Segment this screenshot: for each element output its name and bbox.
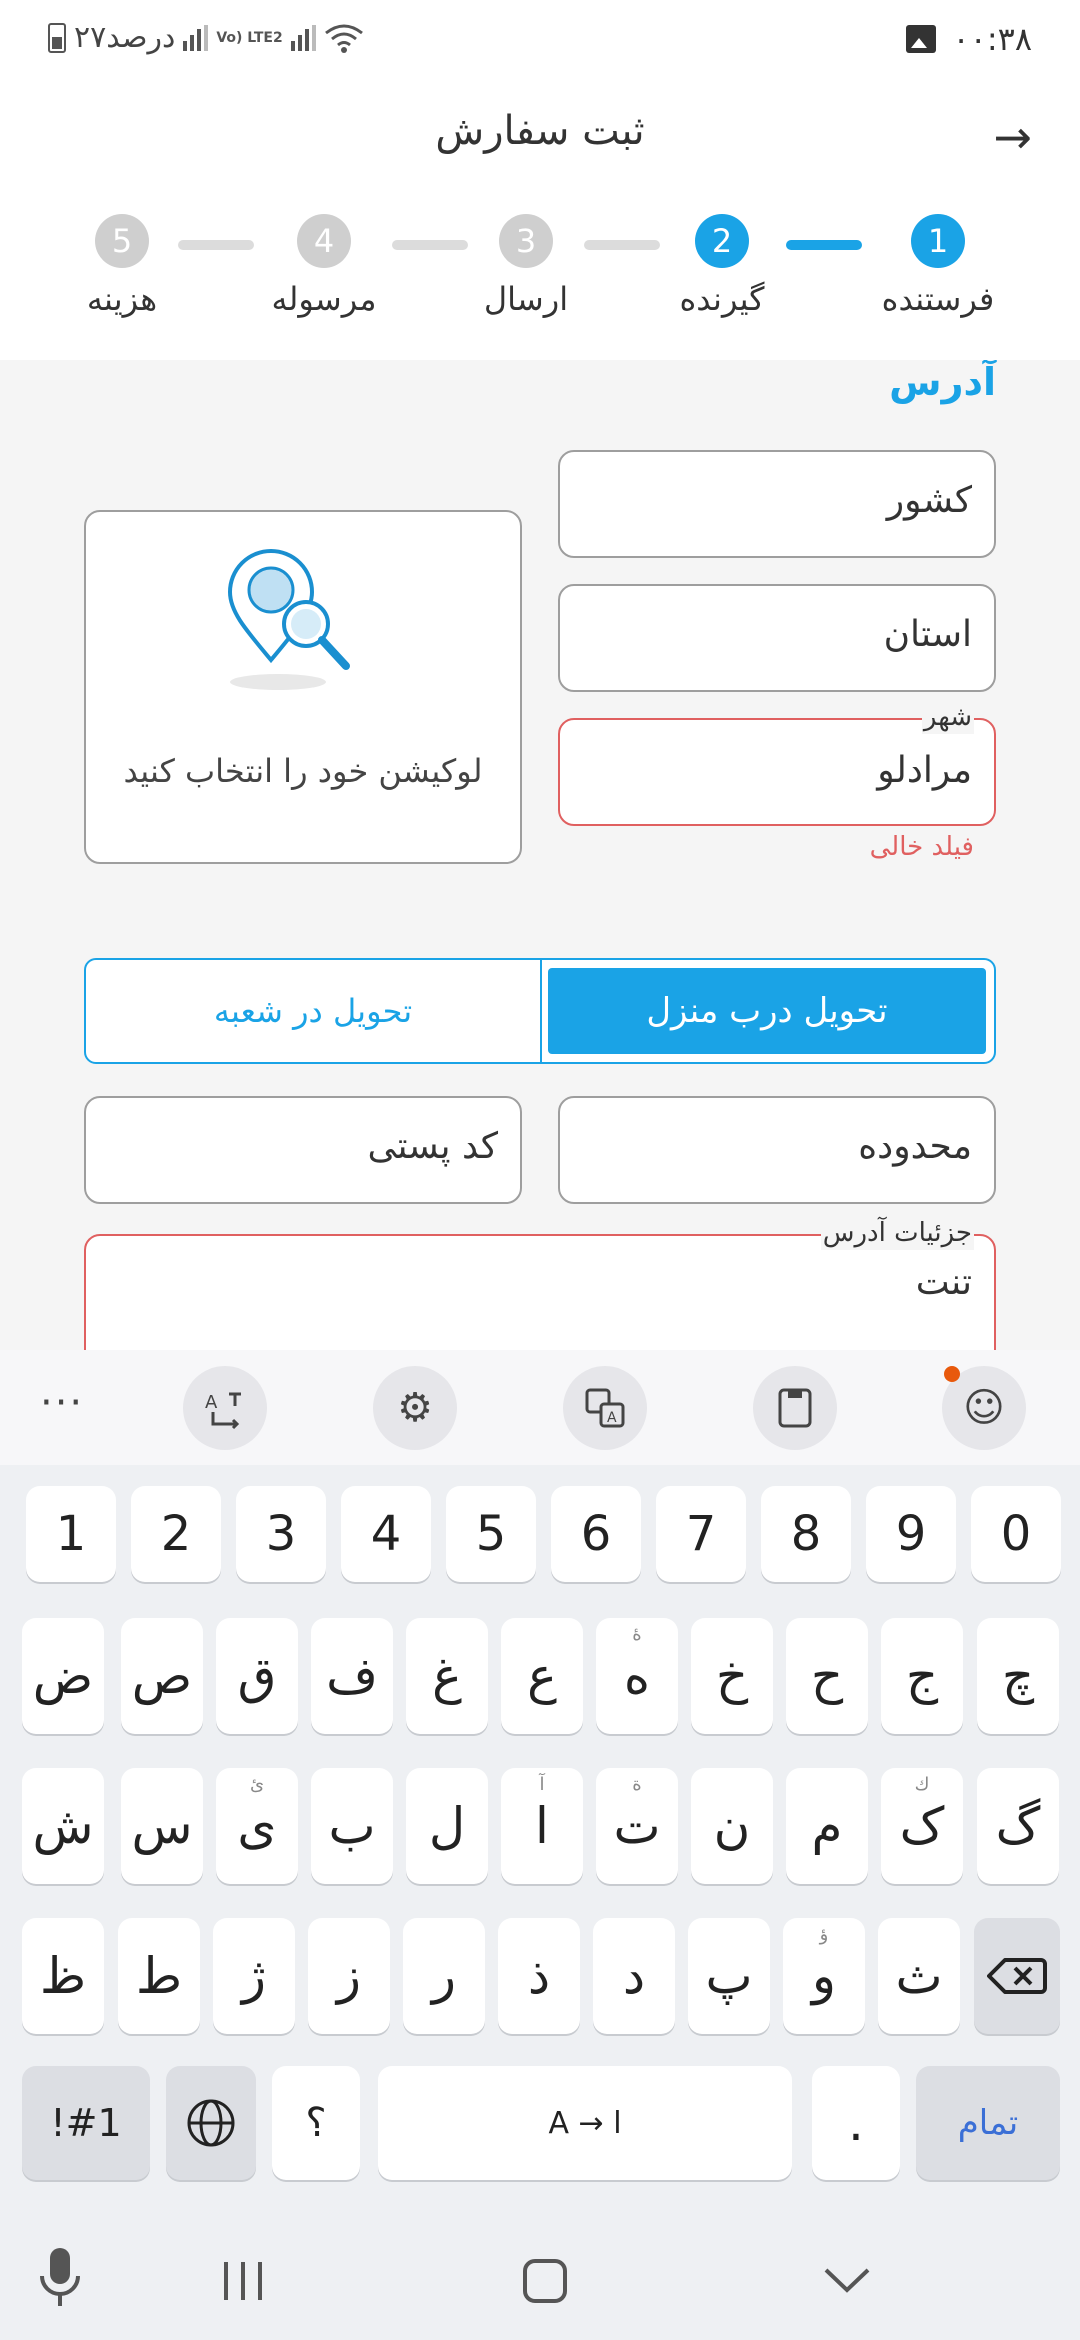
key-char: ث <box>895 1947 943 2005</box>
key-hint: آ <box>539 1774 545 1795</box>
location-prompt: لوکیشن خود را انتخاب کنید <box>123 752 483 790</box>
key-7[interactable]: 7 <box>656 1486 746 1582</box>
backspace-icon <box>987 1956 1047 1996</box>
key-letter[interactable] <box>786 1768 868 1884</box>
period-key[interactable]: . <box>812 2066 900 2180</box>
key-letter[interactable] <box>311 1618 393 1734</box>
key-char: د <box>622 1947 646 2005</box>
step-connector-1 <box>786 240 862 250</box>
key-5[interactable]: 5 <box>446 1486 536 1582</box>
emoji-icon[interactable]: ☺ <box>942 1366 1026 1450</box>
key-letter[interactable] <box>783 1918 865 2034</box>
key-letter[interactable] <box>501 1768 583 1884</box>
recent-apps-icon[interactable] <box>220 2260 266 2302</box>
key-letter[interactable] <box>691 1618 773 1734</box>
status-bar <box>0 0 1080 80</box>
key-char: ش <box>32 1797 94 1855</box>
key-char: س <box>131 1797 193 1855</box>
key-1[interactable]: 1 <box>26 1486 116 1582</box>
key-char: ا <box>535 1797 549 1855</box>
globe-icon <box>185 2097 237 2149</box>
key-letter[interactable] <box>688 1918 770 2034</box>
step-label: مرسوله <box>271 280 377 318</box>
keyboard-toolbar <box>0 1350 1080 1465</box>
country-field[interactable] <box>558 450 996 558</box>
signal-icon <box>183 25 208 51</box>
step-sender[interactable] <box>878 214 998 318</box>
text-conversion-icon[interactable] <box>183 1366 267 1450</box>
wifi-icon <box>324 23 364 53</box>
backspace-key[interactable] <box>974 1918 1060 2034</box>
key-letter[interactable] <box>213 1918 295 2034</box>
status-left <box>48 20 364 55</box>
key-letter[interactable] <box>216 1618 298 1734</box>
key-letter[interactable] <box>881 1768 963 1884</box>
key-letter[interactable] <box>878 1918 960 2034</box>
key-letter[interactable] <box>596 1618 678 1734</box>
key-letter[interactable] <box>977 1618 1059 1734</box>
key-hint: ك <box>914 1774 930 1795</box>
key-char: ی <box>237 1797 277 1855</box>
key-letter[interactable] <box>22 1768 104 1884</box>
delivery-type-toggle <box>84 958 996 1064</box>
step-number: 2 <box>695 214 749 268</box>
step-label: ارسال <box>483 280 569 318</box>
page-title: ثبت سفارش <box>435 108 645 154</box>
key-char: ه <box>623 1647 651 1705</box>
key-char: ن <box>713 1797 751 1855</box>
key-hint: ئ <box>249 1774 265 1795</box>
province-field[interactable] <box>558 584 996 692</box>
svg-text:A: A <box>607 1410 617 1426</box>
key-char: پ <box>705 1947 753 2005</box>
key-letter[interactable] <box>881 1618 963 1734</box>
step-number: 3 <box>499 214 553 268</box>
system-nav-bar <box>0 2220 1080 2340</box>
postal-code-field[interactable] <box>84 1096 522 1204</box>
key-letter[interactable] <box>308 1918 390 2034</box>
key-char: ل <box>428 1797 466 1855</box>
key-hint: ة <box>632 1774 642 1795</box>
step-receiver[interactable] <box>662 214 782 318</box>
key-char: ع <box>527 1647 557 1705</box>
address-details-value: تنت <box>915 1262 972 1303</box>
back-arrow-icon[interactable]: → <box>993 110 1032 164</box>
key-4[interactable]: 4 <box>341 1486 431 1582</box>
key-char: چ <box>1001 1647 1035 1705</box>
door-delivery-option[interactable]: تحویل درب منزل <box>548 968 986 1054</box>
step-shipping[interactable] <box>466 214 586 318</box>
network-type: Vo) LTE2 <box>216 29 283 46</box>
area-placeholder: محدوده <box>858 1126 972 1167</box>
hide-keyboard-icon[interactable] <box>822 2266 872 2296</box>
postal-code-placeholder: کد پستی <box>367 1126 498 1167</box>
signal-icon-2 <box>291 25 316 51</box>
done-key[interactable]: تمام <box>916 2066 1060 2180</box>
step-connector-2 <box>584 240 660 250</box>
section-title: آدرس <box>889 360 996 404</box>
key-2[interactable]: 2 <box>131 1486 221 1582</box>
key-char: ف <box>326 1647 378 1705</box>
key-char: ذ <box>527 1947 551 2005</box>
battery-text: ۲۷درصد <box>74 20 176 55</box>
key-letter[interactable] <box>403 1918 485 2034</box>
key-9[interactable]: 9 <box>866 1486 956 1582</box>
soft-keyboard <box>0 1350 1080 2230</box>
key-char: ط <box>135 1947 183 2005</box>
clock: ۰۰:۳۸ <box>952 20 1032 58</box>
key-char: خ <box>715 1647 749 1705</box>
step-cost[interactable] <box>62 214 182 318</box>
city-error: فیلد خالی <box>869 832 974 862</box>
question-key[interactable]: ؟ <box>272 2066 360 2180</box>
key-letter[interactable] <box>596 1768 678 1884</box>
key-letter[interactable] <box>121 1768 203 1884</box>
space-key[interactable]: A → ا <box>378 2066 792 2180</box>
key-letter[interactable] <box>593 1918 675 2034</box>
key-char: ض <box>32 1647 94 1705</box>
key-char: ژ <box>241 1947 267 2005</box>
location-search-icon <box>216 542 366 692</box>
battery-icon <box>48 23 66 53</box>
key-char: ز <box>336 1947 362 2005</box>
key-letter[interactable] <box>311 1768 393 1884</box>
key-char: ت <box>613 1797 661 1855</box>
province-placeholder: استان <box>883 614 972 655</box>
app-header <box>0 80 1080 190</box>
step-connector-4 <box>178 240 254 250</box>
key-char: گ <box>995 1797 1041 1855</box>
key-char: ق <box>237 1647 277 1705</box>
key-letter[interactable] <box>406 1768 488 1884</box>
city-value: مرادلو <box>877 750 972 791</box>
key-letter[interactable] <box>22 1618 104 1734</box>
country-placeholder: کشور <box>886 480 972 521</box>
language-key[interactable] <box>166 2066 256 2180</box>
microphone-icon[interactable] <box>38 2246 82 2310</box>
step-connector-3 <box>392 240 468 250</box>
svg-text:A: A <box>205 1392 218 1413</box>
step-number: 4 <box>297 214 351 268</box>
key-char: ظ <box>39 1947 87 2005</box>
status-right <box>906 20 1032 58</box>
order-stepper <box>0 200 1080 360</box>
key-letter[interactable] <box>977 1768 1059 1884</box>
key-char: غ <box>432 1647 462 1705</box>
key-char: م <box>811 1797 843 1855</box>
step-label: هزینه <box>86 280 158 318</box>
key-char: ج <box>905 1647 939 1705</box>
key-letter[interactable] <box>501 1618 583 1734</box>
address-details-label: جزئیات آدرس <box>822 1218 972 1248</box>
key-letter[interactable] <box>786 1618 868 1734</box>
key-letter[interactable] <box>22 1918 104 2034</box>
city-field[interactable] <box>558 702 996 826</box>
branch-delivery-option[interactable]: تحویل در شعبه <box>86 960 542 1062</box>
key-letter[interactable] <box>216 1768 298 1884</box>
symbols-key[interactable]: !#1 <box>22 2066 150 2180</box>
step-label: گیرنده <box>679 280 765 318</box>
key-char: ب <box>328 1797 376 1855</box>
address-form <box>0 360 1080 1350</box>
key-6[interactable]: 6 <box>551 1486 641 1582</box>
key-char: و <box>811 1947 837 2005</box>
city-label: شهر <box>923 702 972 732</box>
translate-icon[interactable] <box>563 1366 647 1450</box>
home-icon[interactable] <box>522 2258 568 2304</box>
address-details-field[interactable] <box>84 1218 996 1350</box>
key-letter[interactable] <box>498 1918 580 2034</box>
gallery-notification-icon <box>906 25 936 53</box>
key-char: ر <box>431 1947 457 2005</box>
key-8[interactable]: 8 <box>761 1486 851 1582</box>
more-options-icon[interactable]: ··· <box>40 1380 85 1426</box>
location-picker[interactable] <box>84 510 522 864</box>
step-parcel[interactable] <box>264 214 384 318</box>
clipboard-icon[interactable] <box>753 1366 837 1450</box>
key-letter[interactable] <box>121 1618 203 1734</box>
emoji-notification-dot <box>944 1366 960 1382</box>
key-letter[interactable] <box>118 1918 200 2034</box>
key-letter[interactable] <box>691 1768 773 1884</box>
key-hint: ؤ <box>819 1924 829 1945</box>
key-char: ک <box>899 1797 945 1855</box>
area-field[interactable] <box>558 1096 996 1204</box>
key-char: ص <box>131 1647 193 1705</box>
step-label: فرستنده <box>881 280 995 318</box>
step-number: 1 <box>911 214 965 268</box>
key-0[interactable]: 0 <box>971 1486 1061 1582</box>
step-number: 5 <box>95 214 149 268</box>
key-3[interactable]: 3 <box>236 1486 326 1582</box>
key-letter[interactable] <box>406 1618 488 1734</box>
key-hint: ۀ <box>632 1624 642 1645</box>
key-char: ح <box>810 1647 844 1705</box>
settings-gear-icon[interactable]: ⚙ <box>373 1366 457 1450</box>
